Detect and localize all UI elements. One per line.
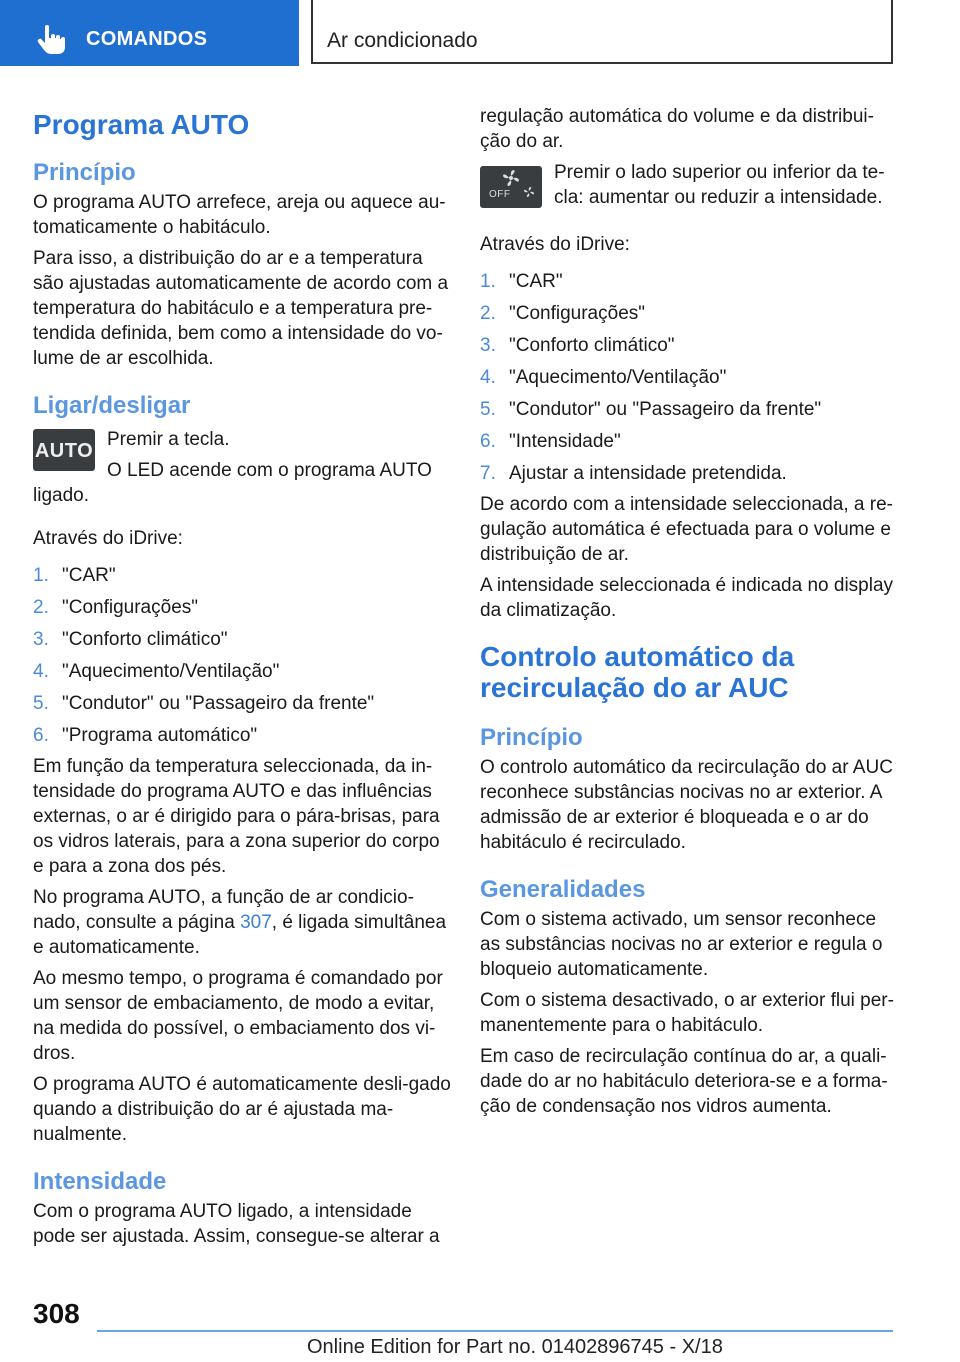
list-item [33,595,451,620]
page-number: 308 [33,1298,80,1329]
page-header [0,0,960,66]
section-tab-label: COMANDOS [86,28,208,50]
list-item [33,691,451,716]
step-number: 1. [480,271,496,292]
left-column [33,100,451,1249]
section-tab[interactable] [0,0,299,66]
paragraph: Ao mesmo tempo, o programa é comandado por um sensor de embaciamento, de modo a evitar, na medida do possível, o embaciamento dos vi-dros. [33,968,443,1064]
heading-auc: Controlo automático da recirculação do ar AUC [480,641,795,703]
heading-generalidades: Generalidades [480,876,646,903]
step-text: Ajustar a intensidade pretendida. [509,463,787,484]
idrive-steps-list [480,269,898,486]
fan-button-icon [480,166,542,208]
heading-principio: Princípio [480,724,583,751]
page-link[interactable]: 307 [240,912,272,933]
paragraph: regulação automática do volume e da distribui-ção do ar. [480,106,874,152]
paragraph: Premir o lado superior ou inferior da te-cla: aumentar ou reduzir a intensidade. [554,162,885,208]
list-item [480,301,898,326]
step-number: 6. [480,431,496,452]
step-number: 6. [33,725,49,746]
paragraph [33,885,451,960]
paragraph: Com o programa AUTO ligado, a intensidade pode ser ajustada. Assim, consegue-se alterar a [33,1201,440,1247]
heading-programa-auto: Programa AUTO [33,109,250,140]
list-item [480,333,898,358]
list-item [480,269,898,294]
hand-pointer-icon [36,24,68,54]
step-text: "Condutor" ou "Passageiro da frente" [62,693,375,714]
idrive-steps-list [33,563,451,748]
step-text: "Configurações" [62,597,199,618]
list-item [480,429,898,454]
paragraph: A intensidade seleccionada é indicada no display da climatização. [480,575,894,621]
fan-small-icon [523,186,535,198]
step-number: 3. [480,335,496,356]
list-item [480,461,898,486]
footer-edition: Online Edition for Part no. 01402896745 - X/18 [307,1336,723,1358]
step-number: 4. [480,367,496,388]
heading-ligar-desligar: Ligar/desligar [33,392,191,419]
list-item [480,365,898,390]
paragraph: Premir a tecla. [107,429,230,450]
fan-icon [502,169,520,187]
paragraph: Em caso de recirculação contínua do ar, a quali-dade do ar no habitáculo deteriora-se e a forma-ção de condensação nos vidros aumenta. [480,1046,888,1117]
paragraph: O controlo automático da recirculação do ar AUC reconhece substâncias nocivas no ar exterior. A admissão de ar exterior é bloqueada e o ar do habitáculo é recirculado. [480,757,893,853]
step-text: "Conforto climático" [509,335,675,356]
paragraph: De acordo com a intensidade seleccionada, a re-gulação automática é efectuada para o volume e distribuição de ar. [480,494,893,565]
auto-key-label: AUTO [34,440,94,462]
step-number: 2. [33,597,49,618]
text-fragment: , é ligada simultânea e automaticamente. [33,912,447,958]
paragraph: Para isso, a distribuição do ar e a temperatura são ajustadas automaticamente de acordo com a temperatura do habitáculo e a temperatura pre-tendida definida, bem como a intensidade do vo-lume de ar escolhida. [33,248,449,369]
chapter-title: Ar condicionado [327,29,478,52]
heading-principio: Princípio [33,159,136,186]
paragraph: Com o sistema activado, um sensor reconhece as substâncias nocivas no ar exterior e regula o bloqueio automaticamente. [480,909,883,980]
step-text: "Configurações" [509,303,646,324]
paragraph: Com o sistema desactivado, o ar exterior flui per-manentemente para o habitáculo. [480,990,894,1036]
chapter-title-box [311,0,893,64]
auto-button-icon [33,429,95,471]
step-text: "Intensidade" [509,431,621,452]
list-item [33,659,451,684]
step-number: 5. [33,693,49,714]
text-fragment: No programa AUTO, a função de ar condicio-nado, consulte a página [33,887,414,933]
heading-intensidade: Intensidade [33,1168,167,1195]
list-item [33,563,451,588]
step-text: "Aquecimento/Ventilação" [509,367,727,388]
list-item [33,627,451,652]
list-item [33,723,451,748]
step-number: 7. [480,463,496,484]
paragraph: O programa AUTO é automaticamente desli-gado quando a distribuição do ar é ajustada ma-nualmente. [33,1074,451,1145]
paragraph: Através do iDrive: [480,234,630,255]
step-text: "Programa automático" [62,725,258,746]
paragraph: Em função da temperatura seleccionada, da in-tensidade do programa AUTO e das influências externas, o ar é dirigido para o pára-brisas, para os vidros laterais, para a zona superior do corpo e para a zona dos pés. [33,756,440,877]
step-number: 2. [480,303,496,324]
step-number: 1. [33,565,49,586]
paragraph: O LED acende com o programa AUTO ligado. [33,460,432,506]
footer-divider [97,1330,893,1332]
off-label: OFF [489,189,511,200]
step-number: 4. [33,661,49,682]
paragraph: Através do iDrive: [33,528,183,549]
step-text: "CAR" [509,271,563,292]
paragraph: O programa AUTO arrefece, areja ou aquece au-tomaticamente o habitáculo. [33,192,446,238]
step-number: 5. [480,399,496,420]
step-number: 3. [33,629,49,650]
list-item [480,397,898,422]
right-column [480,100,898,1119]
step-text: "Condutor" ou "Passageiro da frente" [509,399,822,420]
step-text: "Conforto climático" [62,629,228,650]
step-text: "Aquecimento/Ventilação" [62,661,280,682]
step-text: "CAR" [62,565,116,586]
